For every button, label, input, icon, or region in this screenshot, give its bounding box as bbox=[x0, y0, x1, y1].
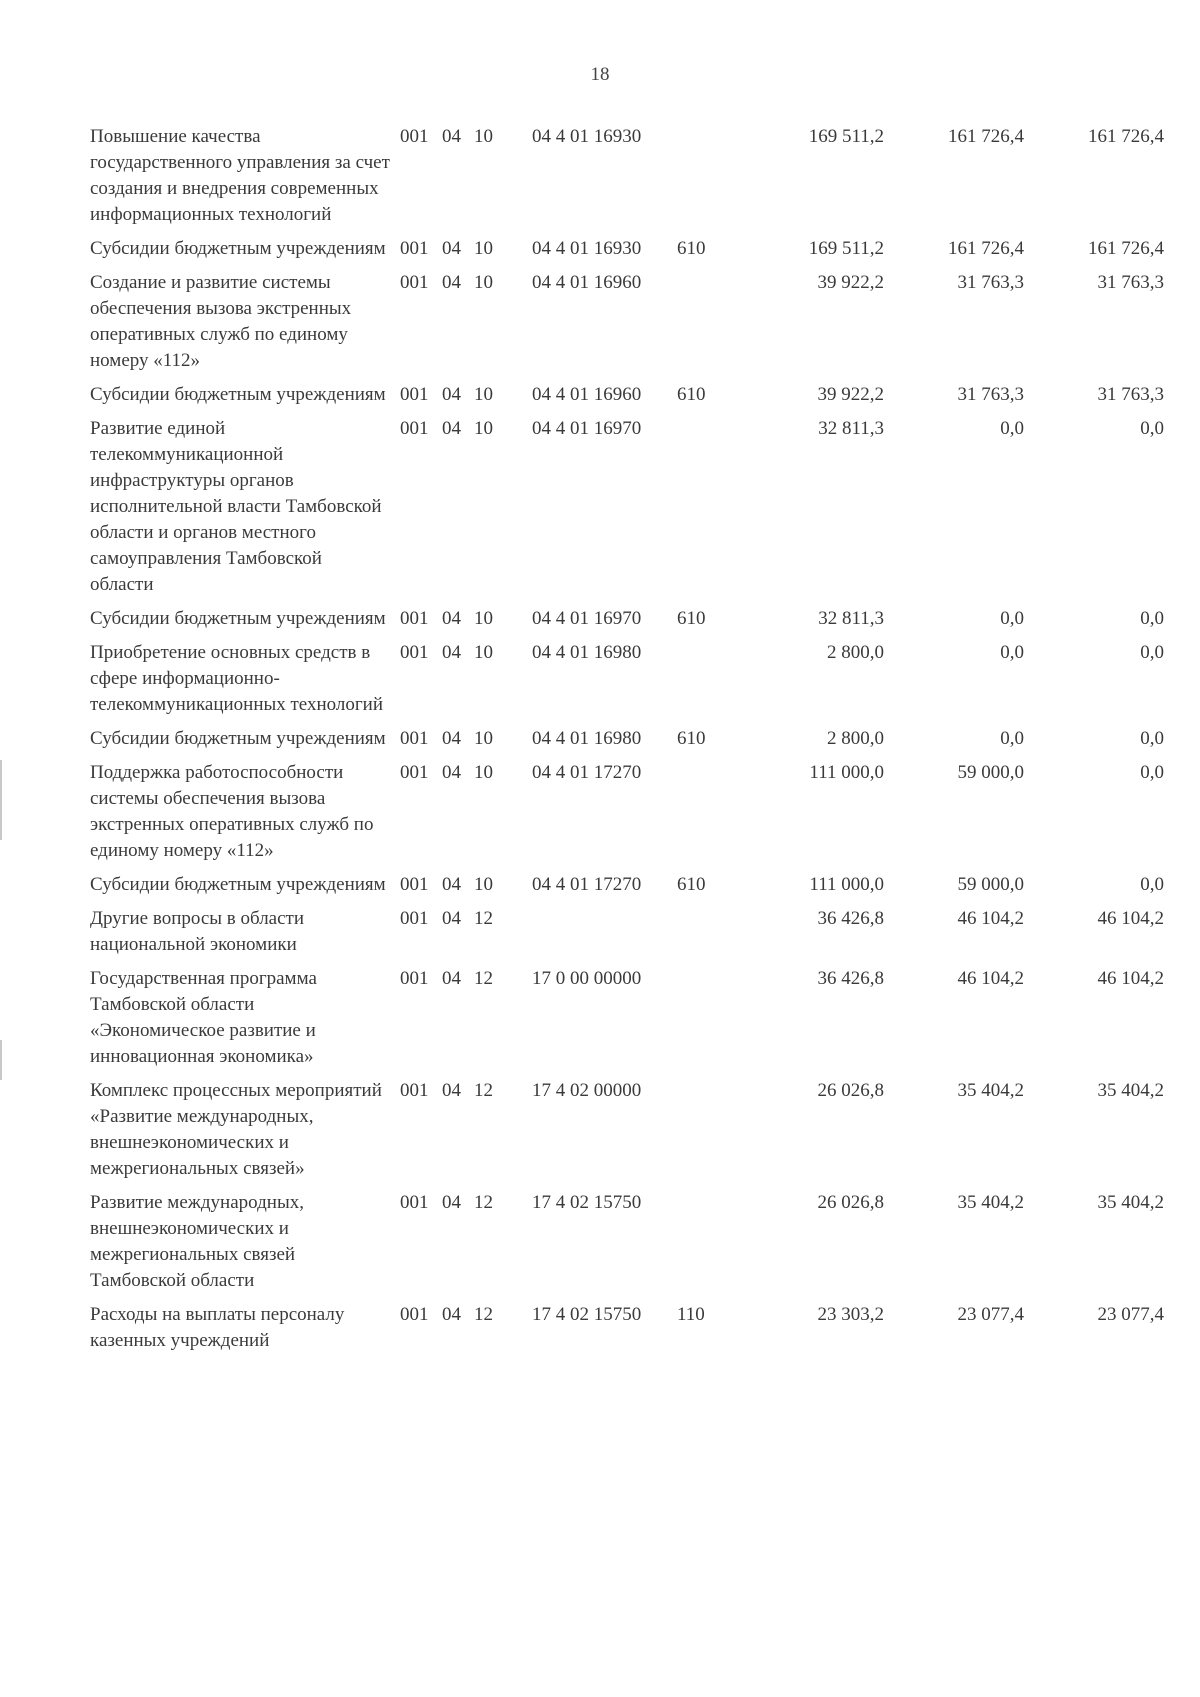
admin-code: 001 bbox=[400, 608, 429, 629]
expense-type-code: 610 bbox=[677, 874, 706, 895]
amount-year-3: 0,0 bbox=[1140, 418, 1164, 439]
amount-year-3: 31 763,3 bbox=[1097, 272, 1164, 293]
subsection-code: 10 bbox=[474, 762, 493, 783]
admin-code: 001 bbox=[400, 908, 429, 929]
subsection-code: 10 bbox=[474, 418, 493, 439]
subsection-code: 12 bbox=[474, 908, 493, 929]
subsection-code: 10 bbox=[474, 272, 493, 293]
admin-code: 001 bbox=[400, 762, 429, 783]
subsection-code: 10 bbox=[474, 608, 493, 629]
table-row bbox=[90, 726, 1175, 752]
row-description: Поддержка работоспособности системы обеспечения вызова экстренных оперативных служб по единому номеру «112» bbox=[90, 762, 374, 861]
amount-year-1: 111 000,0 bbox=[809, 762, 884, 783]
amount-year-1: 169 511,2 bbox=[808, 238, 884, 259]
admin-code: 001 bbox=[400, 1192, 429, 1213]
amount-year-2: 59 000,0 bbox=[957, 762, 1024, 783]
row-description: Другие вопросы в области национальной экономики bbox=[90, 908, 305, 955]
row-description: Повышение качества государственного управления за счет создания и внедрения современных информационных технологий bbox=[90, 126, 390, 225]
admin-code: 001 bbox=[400, 874, 429, 895]
section-code: 04 bbox=[442, 272, 461, 293]
section-code: 04 bbox=[442, 728, 461, 749]
table-row bbox=[90, 416, 1175, 598]
expense-type-code: 610 bbox=[677, 728, 706, 749]
amount-year-2: 46 104,2 bbox=[957, 908, 1024, 929]
target-article-code: 04 4 01 17270 bbox=[532, 874, 642, 895]
amount-year-3: 0,0 bbox=[1140, 608, 1164, 629]
row-description: Государственная программа Тамбовской области «Экономическое развитие и инновационная экономика» bbox=[90, 968, 317, 1067]
amount-year-2: 161 726,4 bbox=[948, 126, 1024, 147]
admin-code: 001 bbox=[400, 384, 429, 405]
amount-year-1: 169 511,2 bbox=[808, 126, 884, 147]
section-code: 04 bbox=[442, 1304, 461, 1325]
amount-year-3: 35 404,2 bbox=[1097, 1192, 1164, 1213]
row-description: Субсидии бюджетным учреждениям bbox=[90, 728, 386, 749]
target-article-code: 17 0 00 00000 bbox=[532, 968, 642, 989]
row-description: Развитие международных, внешнеэкономических и межрегиональных связей Тамбовской области bbox=[90, 1192, 304, 1291]
target-article-code: 04 4 01 17270 bbox=[532, 762, 642, 783]
target-article-code: 04 4 01 16930 bbox=[532, 238, 642, 259]
admin-code: 001 bbox=[400, 968, 429, 989]
amount-year-3: 31 763,3 bbox=[1097, 384, 1164, 405]
amount-year-2: 23 077,4 bbox=[957, 1304, 1024, 1325]
target-article-code: 04 4 01 16930 bbox=[532, 126, 642, 147]
table-row bbox=[90, 966, 1175, 1070]
amount-year-1: 2 800,0 bbox=[827, 728, 884, 749]
amount-year-3: 46 104,2 bbox=[1097, 968, 1164, 989]
admin-code: 001 bbox=[400, 238, 429, 259]
section-code: 04 bbox=[442, 384, 461, 405]
amount-year-3: 0,0 bbox=[1140, 874, 1164, 895]
subsection-code: 12 bbox=[474, 1192, 493, 1213]
target-article-code: 04 4 01 16980 bbox=[532, 728, 642, 749]
amount-year-2: 161 726,4 bbox=[948, 238, 1024, 259]
table-row bbox=[90, 1302, 1175, 1354]
row-description: Развитие единой телекоммуникационной инфраструктуры органов исполнительной власти Тамбовской области и органов местного самоуправления Тамбовской области bbox=[90, 418, 382, 595]
subsection-code: 12 bbox=[474, 968, 493, 989]
expense-type-code: 610 bbox=[677, 608, 706, 629]
subsection-code: 10 bbox=[474, 384, 493, 405]
target-article-code: 04 4 01 16960 bbox=[532, 384, 642, 405]
table-row bbox=[90, 606, 1175, 632]
scan-edge-mark bbox=[0, 1040, 2, 1080]
section-code: 04 bbox=[442, 1192, 461, 1213]
amount-year-1: 39 922,2 bbox=[817, 384, 884, 405]
amount-year-2: 46 104,2 bbox=[957, 968, 1024, 989]
table-row bbox=[90, 382, 1175, 408]
row-description: Создание и развитие системы обеспечения вызова экстренных оперативных служб по единому номеру «112» bbox=[90, 272, 352, 371]
target-article-code: 04 4 01 16970 bbox=[532, 418, 642, 439]
target-article-code: 17 4 02 15750 bbox=[532, 1192, 642, 1213]
amount-year-3: 0,0 bbox=[1140, 728, 1164, 749]
row-description: Субсидии бюджетным учреждениям bbox=[90, 238, 386, 259]
table-row bbox=[90, 1190, 1175, 1294]
row-description: Субсидии бюджетным учреждениям bbox=[90, 608, 386, 629]
admin-code: 001 bbox=[400, 272, 429, 293]
admin-code: 001 bbox=[400, 126, 429, 147]
amount-year-3: 161 726,4 bbox=[1088, 126, 1164, 147]
admin-code: 001 bbox=[400, 1080, 429, 1101]
section-code: 04 bbox=[442, 874, 461, 895]
amount-year-3: 0,0 bbox=[1140, 642, 1164, 663]
amount-year-1: 36 426,8 bbox=[817, 968, 884, 989]
amount-year-3: 46 104,2 bbox=[1097, 908, 1164, 929]
amount-year-3: 0,0 bbox=[1140, 762, 1164, 783]
section-code: 04 bbox=[442, 238, 461, 259]
amount-year-3: 161 726,4 bbox=[1088, 238, 1164, 259]
subsection-code: 12 bbox=[474, 1304, 493, 1325]
amount-year-1: 39 922,2 bbox=[817, 272, 884, 293]
section-code: 04 bbox=[442, 1080, 461, 1101]
amount-year-2: 35 404,2 bbox=[957, 1080, 1024, 1101]
target-article-code: 04 4 01 16960 bbox=[532, 272, 642, 293]
row-description: Расходы на выплаты персоналу казенных учреждений bbox=[90, 1304, 345, 1351]
table-row bbox=[90, 872, 1175, 898]
row-description: Приобретение основных средств в сфере информационно-телекоммуникационных технологий bbox=[90, 642, 384, 715]
expense-type-code: 610 bbox=[677, 238, 706, 259]
amount-year-1: 111 000,0 bbox=[809, 874, 884, 895]
section-code: 04 bbox=[442, 762, 461, 783]
amount-year-1: 2 800,0 bbox=[827, 642, 884, 663]
row-description: Субсидии бюджетным учреждениям bbox=[90, 874, 386, 895]
amount-year-3: 35 404,2 bbox=[1097, 1080, 1164, 1101]
table-row bbox=[90, 1078, 1175, 1182]
amount-year-1: 23 303,2 bbox=[817, 1304, 884, 1325]
row-description: Комплекс процессных мероприятий «Развитие международных, внешнеэкономических и межрегиональных связей» bbox=[90, 1080, 382, 1179]
table-row bbox=[90, 270, 1175, 374]
table-row bbox=[90, 906, 1175, 958]
amount-year-2: 31 763,3 bbox=[957, 272, 1024, 293]
amount-year-1: 26 026,8 bbox=[817, 1080, 884, 1101]
subsection-code: 10 bbox=[474, 874, 493, 895]
scan-edge-mark bbox=[0, 760, 2, 840]
target-article-code: 04 4 01 16970 bbox=[532, 608, 642, 629]
amount-year-2: 0,0 bbox=[1000, 608, 1024, 629]
row-description: Субсидии бюджетным учреждениям bbox=[90, 384, 386, 405]
table-row bbox=[90, 124, 1175, 228]
section-code: 04 bbox=[442, 418, 461, 439]
section-code: 04 bbox=[442, 608, 461, 629]
page-number: 18 bbox=[590, 64, 610, 85]
amount-year-2: 0,0 bbox=[1000, 728, 1024, 749]
amount-year-2: 31 763,3 bbox=[957, 384, 1024, 405]
section-code: 04 bbox=[442, 908, 461, 929]
amount-year-1: 32 811,3 bbox=[818, 418, 884, 439]
budget-table bbox=[90, 124, 1175, 1362]
target-article-code: 17 4 02 15750 bbox=[532, 1304, 642, 1325]
table-row bbox=[90, 760, 1175, 864]
section-code: 04 bbox=[442, 968, 461, 989]
table-row bbox=[90, 236, 1175, 262]
amount-year-2: 0,0 bbox=[1000, 642, 1024, 663]
subsection-code: 10 bbox=[474, 238, 493, 259]
subsection-code: 12 bbox=[474, 1080, 493, 1101]
target-article-code: 04 4 01 16980 bbox=[532, 642, 642, 663]
amount-year-1: 32 811,3 bbox=[818, 608, 884, 629]
admin-code: 001 bbox=[400, 1304, 429, 1325]
admin-code: 001 bbox=[400, 418, 429, 439]
amount-year-1: 36 426,8 bbox=[817, 908, 884, 929]
admin-code: 001 bbox=[400, 642, 429, 663]
amount-year-2: 35 404,2 bbox=[957, 1192, 1024, 1213]
amount-year-1: 26 026,8 bbox=[817, 1192, 884, 1213]
expense-type-code: 610 bbox=[677, 384, 706, 405]
subsection-code: 10 bbox=[474, 728, 493, 749]
table-row bbox=[90, 640, 1175, 718]
subsection-code: 10 bbox=[474, 126, 493, 147]
amount-year-3: 23 077,4 bbox=[1097, 1304, 1164, 1325]
amount-year-2: 59 000,0 bbox=[957, 874, 1024, 895]
section-code: 04 bbox=[442, 642, 461, 663]
target-article-code: 17 4 02 00000 bbox=[532, 1080, 642, 1101]
subsection-code: 10 bbox=[474, 642, 493, 663]
section-code: 04 bbox=[442, 126, 461, 147]
expense-type-code: 110 bbox=[677, 1304, 705, 1325]
admin-code: 001 bbox=[400, 728, 429, 749]
amount-year-2: 0,0 bbox=[1000, 418, 1024, 439]
